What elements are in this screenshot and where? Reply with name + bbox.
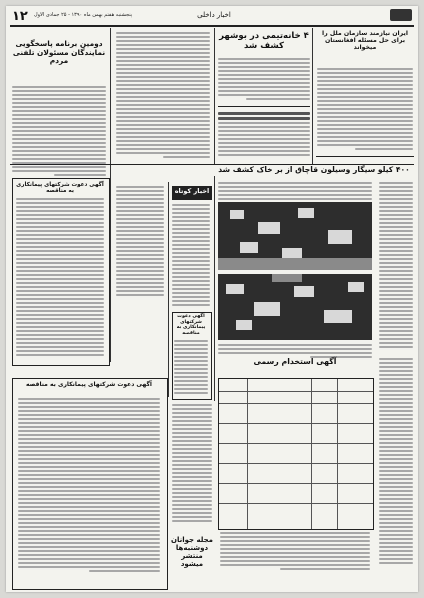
tender-headline-1: آگهی دعوت شرکتهای پیمانکاری به مناقصه [16, 182, 104, 195]
newspaper-page [6, 6, 418, 592]
employment-table [218, 378, 374, 530]
tender-headline-3: آگهی دعوت شرکتهای پیمانکاری به مناقصه [26, 381, 152, 388]
short-news-title-box [172, 186, 212, 200]
employment-headline: آگهی استخدام رسمی [253, 357, 337, 366]
logo [390, 9, 412, 21]
date-line: پنجشنبه هفتم بهمن ماه ۱۳۹۰ - ۲۵ جمادی الاول [34, 12, 133, 18]
short-news-title: اخبار کوتاه [174, 187, 210, 195]
headline-top-right: ایران نیازمند سازمان ملل را برای حل مسئله افغانستان میخواند [322, 30, 408, 52]
news-photo-1 [218, 202, 372, 270]
headline-mid-long: ۴۰۰ کیلو سیگار وسیلون قاچاق از بر خاک کشف شد [218, 165, 410, 174]
tender-headline-2: آگهی دعوت شرکتهای پیمانکاری به مناقصه [176, 314, 206, 336]
section-title: اخبار داخلی [197, 11, 231, 19]
page-number: ۱۲ [12, 9, 28, 24]
headline-top-left: دومین برنامه پاسخگویی نمایندگان مسئولان تلفنی مردم [12, 39, 106, 66]
news-photo-2 [218, 274, 372, 340]
headline-bottom-center: مجله جوانان دوشنبه‌ها منتشر میشود [171, 536, 213, 569]
headline-top-center: ۴ خانه‌تیمی در بوشهر کشف شد [219, 31, 309, 51]
